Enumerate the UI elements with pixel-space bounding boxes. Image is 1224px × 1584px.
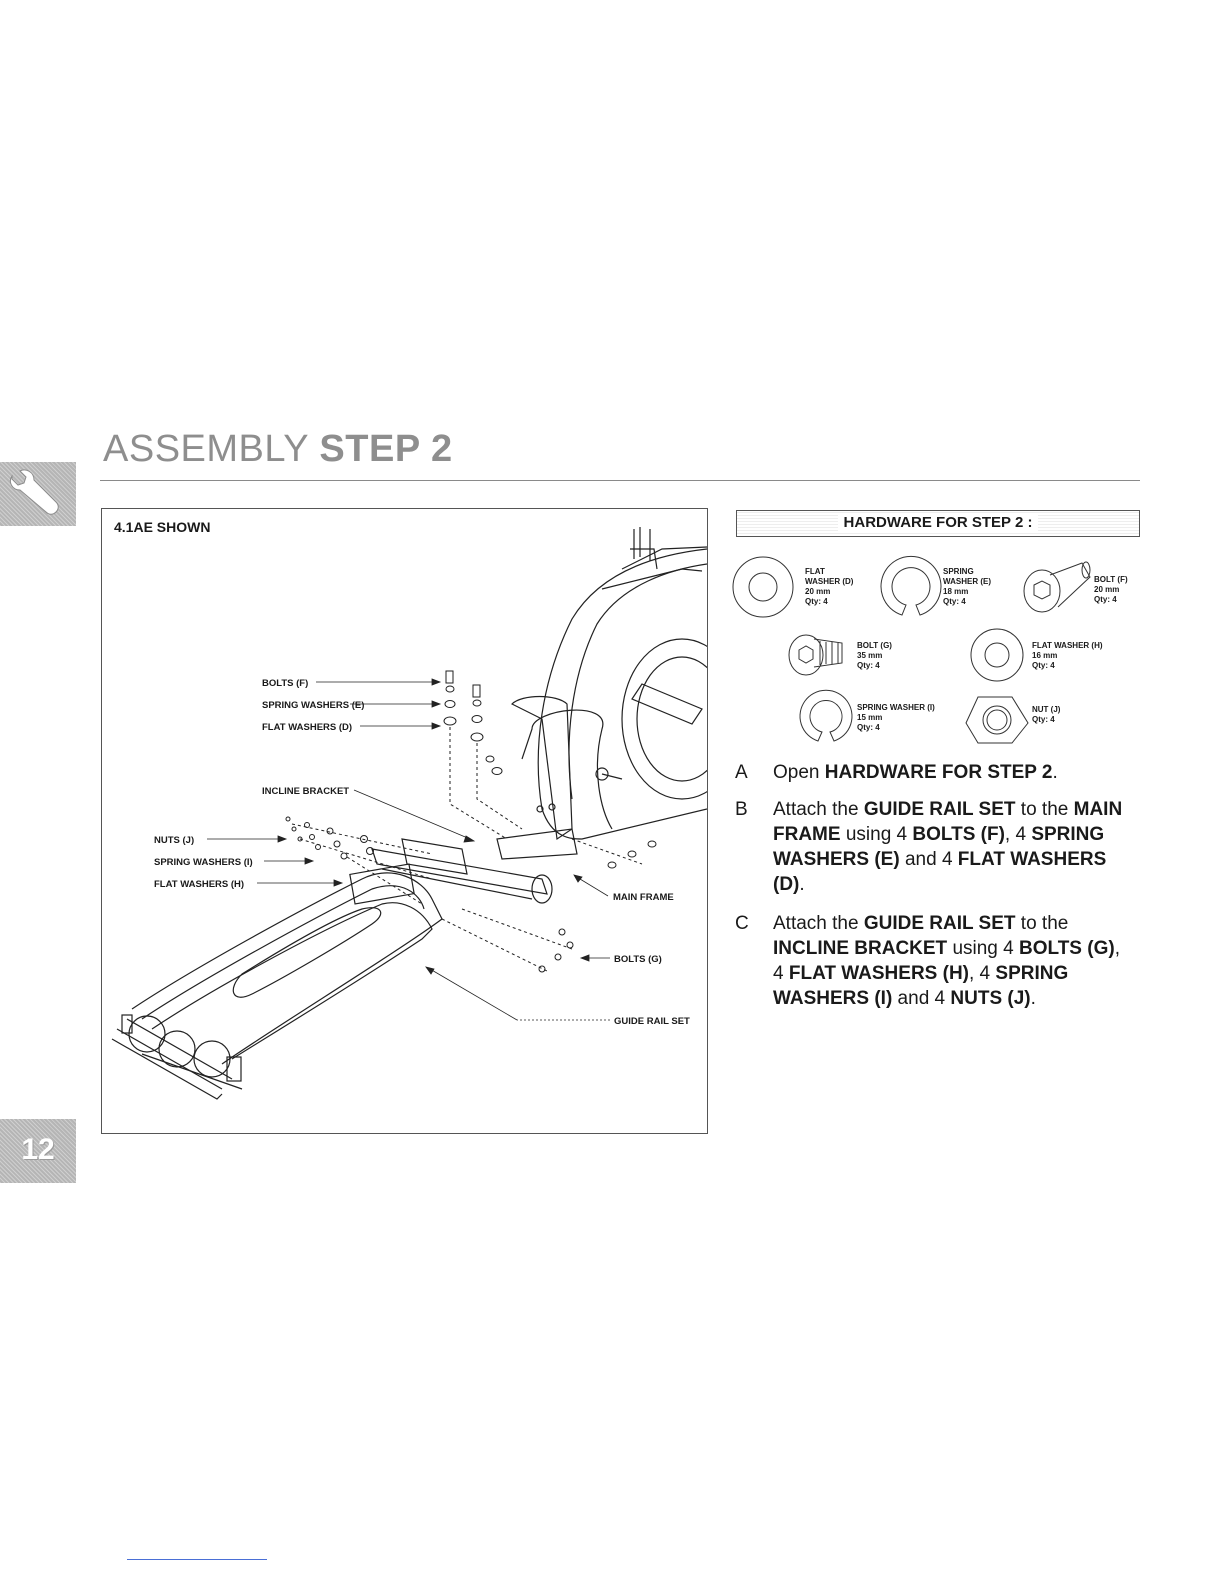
label-bolts-g: BOLTS (G) <box>614 954 662 965</box>
guide-rail-drawing <box>112 839 552 1099</box>
label-bolts-f: BOLTS (F) <box>262 678 309 689</box>
instruction-steps <box>735 760 1135 1011</box>
page-number: 12 <box>21 1133 55 1166</box>
hardware-item-flat-washer-d: FLAT WASHER (D) 20 mm Qty: 4 <box>805 567 854 606</box>
label-guide-rail-set: GUIDE RAIL SET <box>614 1016 690 1027</box>
footer-link-line <box>127 1559 267 1560</box>
step-c: C Attach the GUIDE RAIL SET to the INCLINE BRACKET using 4 BOLTS (G), 4 FLAT WASHERS (H), 4 SPRING WASHERS (I) and 4 NUTS (J). <box>735 913 1120 1009</box>
title-light: ASSEMBLY <box>103 428 320 470</box>
label-main-frame: MAIN FRAME <box>613 892 674 903</box>
step-b: B Attach the GUIDE RAIL SET to the MAIN FRAME using 4 BOLTS (F), 4 SPRING WASHERS (E) and 4 FLAT WASHERS (D). <box>735 799 1123 895</box>
step-letter: C <box>735 913 749 934</box>
label-flat-washers-d: FLAT WASHERS (D) <box>262 722 353 733</box>
section-tab <box>0 462 76 526</box>
page-number-tab <box>0 1119 76 1183</box>
assembly-diagram <box>102 509 707 1133</box>
hardware-list <box>730 555 1140 745</box>
label-nuts-j: NUTS (J) <box>154 835 195 846</box>
hardware-header-text: HARDWARE FOR STEP 2 : <box>838 514 1039 531</box>
hardware-item-nut-j: NUT (J) Qty: 4 <box>1032 705 1061 724</box>
label-incline-bracket: INCLINE BRACKET <box>262 786 350 797</box>
title-bold: STEP 2 <box>319 428 453 470</box>
flat-washer-icon <box>971 629 1023 681</box>
label-spring-washers-i: SPRING WASHERS (I) <box>154 857 253 868</box>
label-spring-washers-e: SPRING WASHERS (E) <box>262 700 365 711</box>
nut-icon <box>966 697 1028 743</box>
bolt-icon <box>789 635 842 675</box>
hardware-item-bolt-g: BOLT (G) 35 mm Qty: 4 <box>857 641 892 670</box>
assembly-figure <box>101 508 708 1134</box>
spring-washer-icon <box>800 690 852 741</box>
hardware-item-bolt-f: BOLT (F) 20 mm Qty: 4 <box>1094 575 1128 604</box>
step-letter: A <box>735 762 748 783</box>
label-flat-washers-h: FLAT WASHERS (H) <box>154 879 245 890</box>
main-frame-drawing <box>497 527 707 859</box>
fastener-stacks <box>286 671 656 972</box>
title-divider <box>100 480 1140 481</box>
bolt-icon <box>1024 562 1090 612</box>
spring-washer-icon <box>881 556 941 615</box>
hardware-header <box>736 510 1140 537</box>
figure-caption: 4.1AE SHOWN <box>114 519 211 535</box>
hardware-item-spring-washer-e: SPRING WASHER (E) 18 mm Qty: 4 <box>943 567 991 606</box>
hardware-item-spring-washer-i: SPRING WASHER (I) 15 mm Qty: 4 <box>857 703 935 732</box>
step-letter: B <box>735 799 748 820</box>
flat-washer-icon <box>733 557 793 617</box>
wrench-icon <box>0 462 76 526</box>
page-title <box>103 428 453 471</box>
step-a: A Open HARDWARE FOR STEP 2. <box>735 762 1058 783</box>
hardware-item-flat-washer-h: FLAT WASHER (H) 16 mm Qty: 4 <box>1032 641 1103 670</box>
